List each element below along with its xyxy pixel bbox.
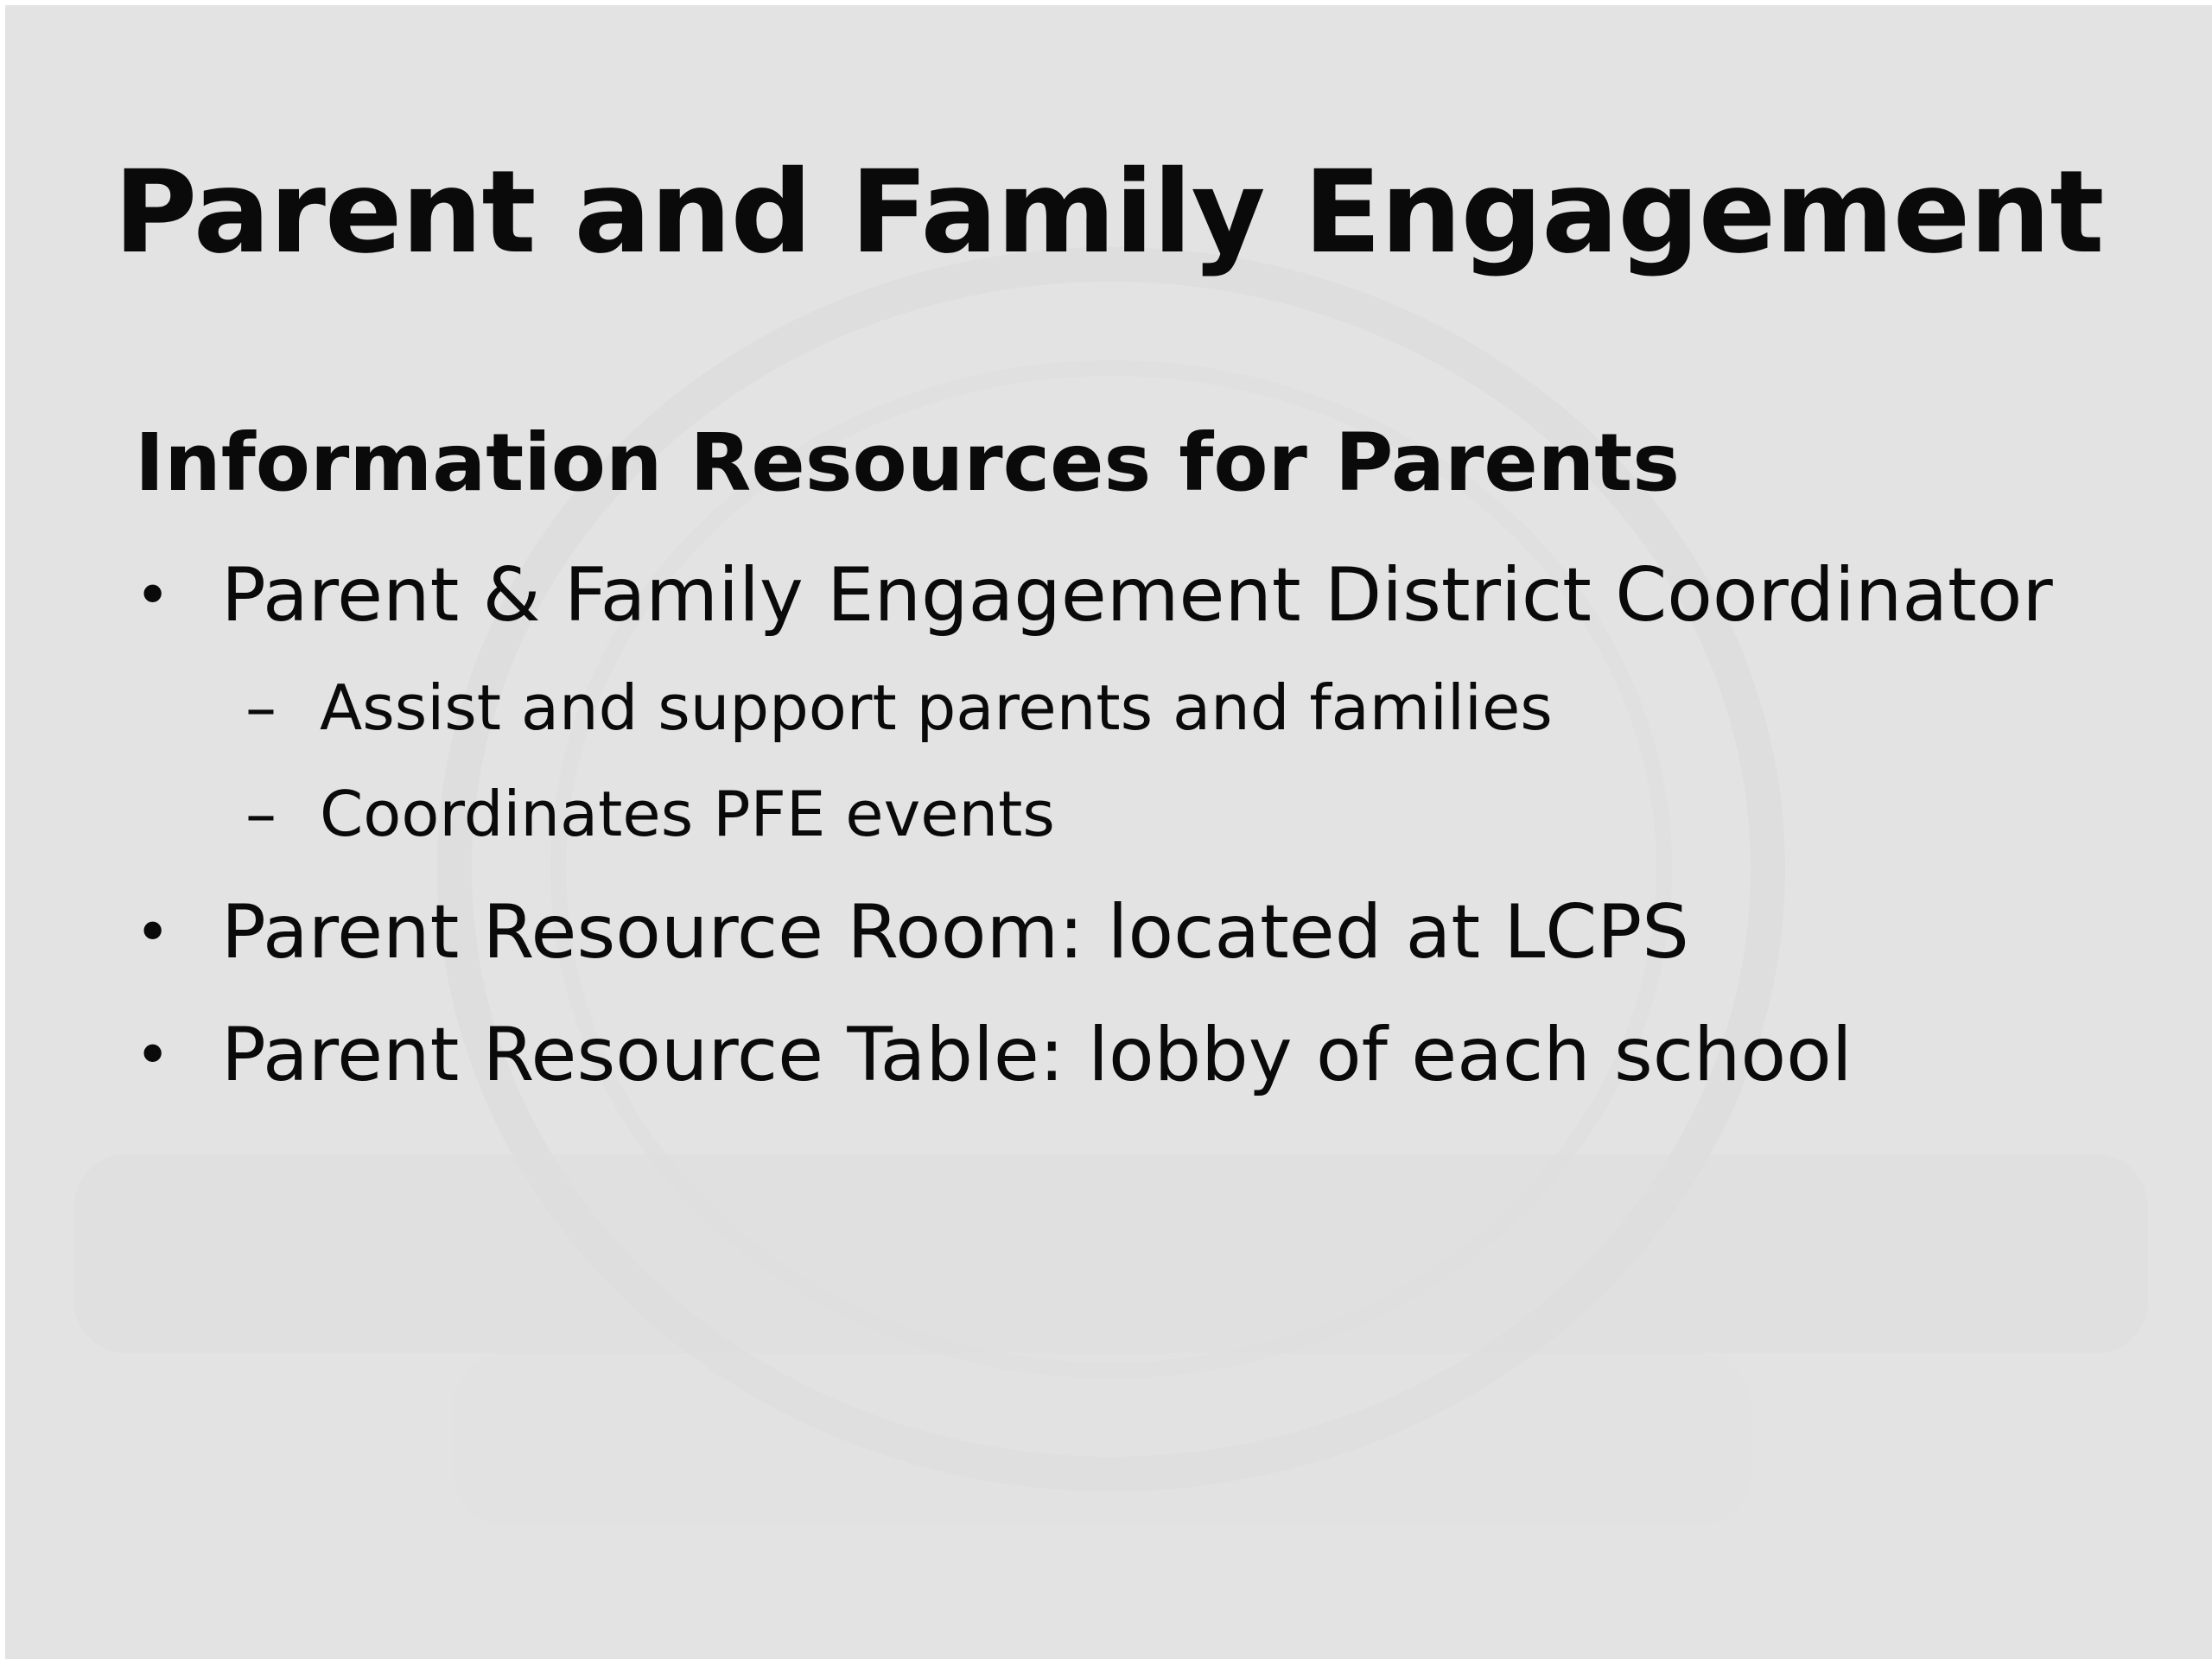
list-item xyxy=(135,885,1689,980)
list-item xyxy=(135,1007,1853,1103)
bullet-icon: • xyxy=(135,897,171,968)
bullet-icon: • xyxy=(135,560,171,631)
slide-title: Parent and Family Engagement xyxy=(113,146,2104,279)
list-item-text: Parent Resource Table: lobby of each school xyxy=(221,1012,1853,1098)
dash-icon: – xyxy=(245,778,276,850)
list-item-text: Parent Resource Room: located at LCPS xyxy=(221,889,1689,976)
sub-list-item-text: Coordinates PFE events xyxy=(320,778,1055,850)
slide xyxy=(5,5,2212,1659)
sub-list-item-text: Assist and support parents and families xyxy=(320,671,1553,744)
list-item xyxy=(135,548,2053,643)
list-item-text: Parent & Family Engagement District Coordinator xyxy=(221,552,2053,639)
sub-list-item xyxy=(245,666,1553,749)
section-heading: Information Resources for Parents xyxy=(135,416,1680,509)
dash-icon: – xyxy=(245,671,276,744)
sub-list-item xyxy=(245,772,1055,855)
bullet-icon: • xyxy=(135,1020,171,1090)
